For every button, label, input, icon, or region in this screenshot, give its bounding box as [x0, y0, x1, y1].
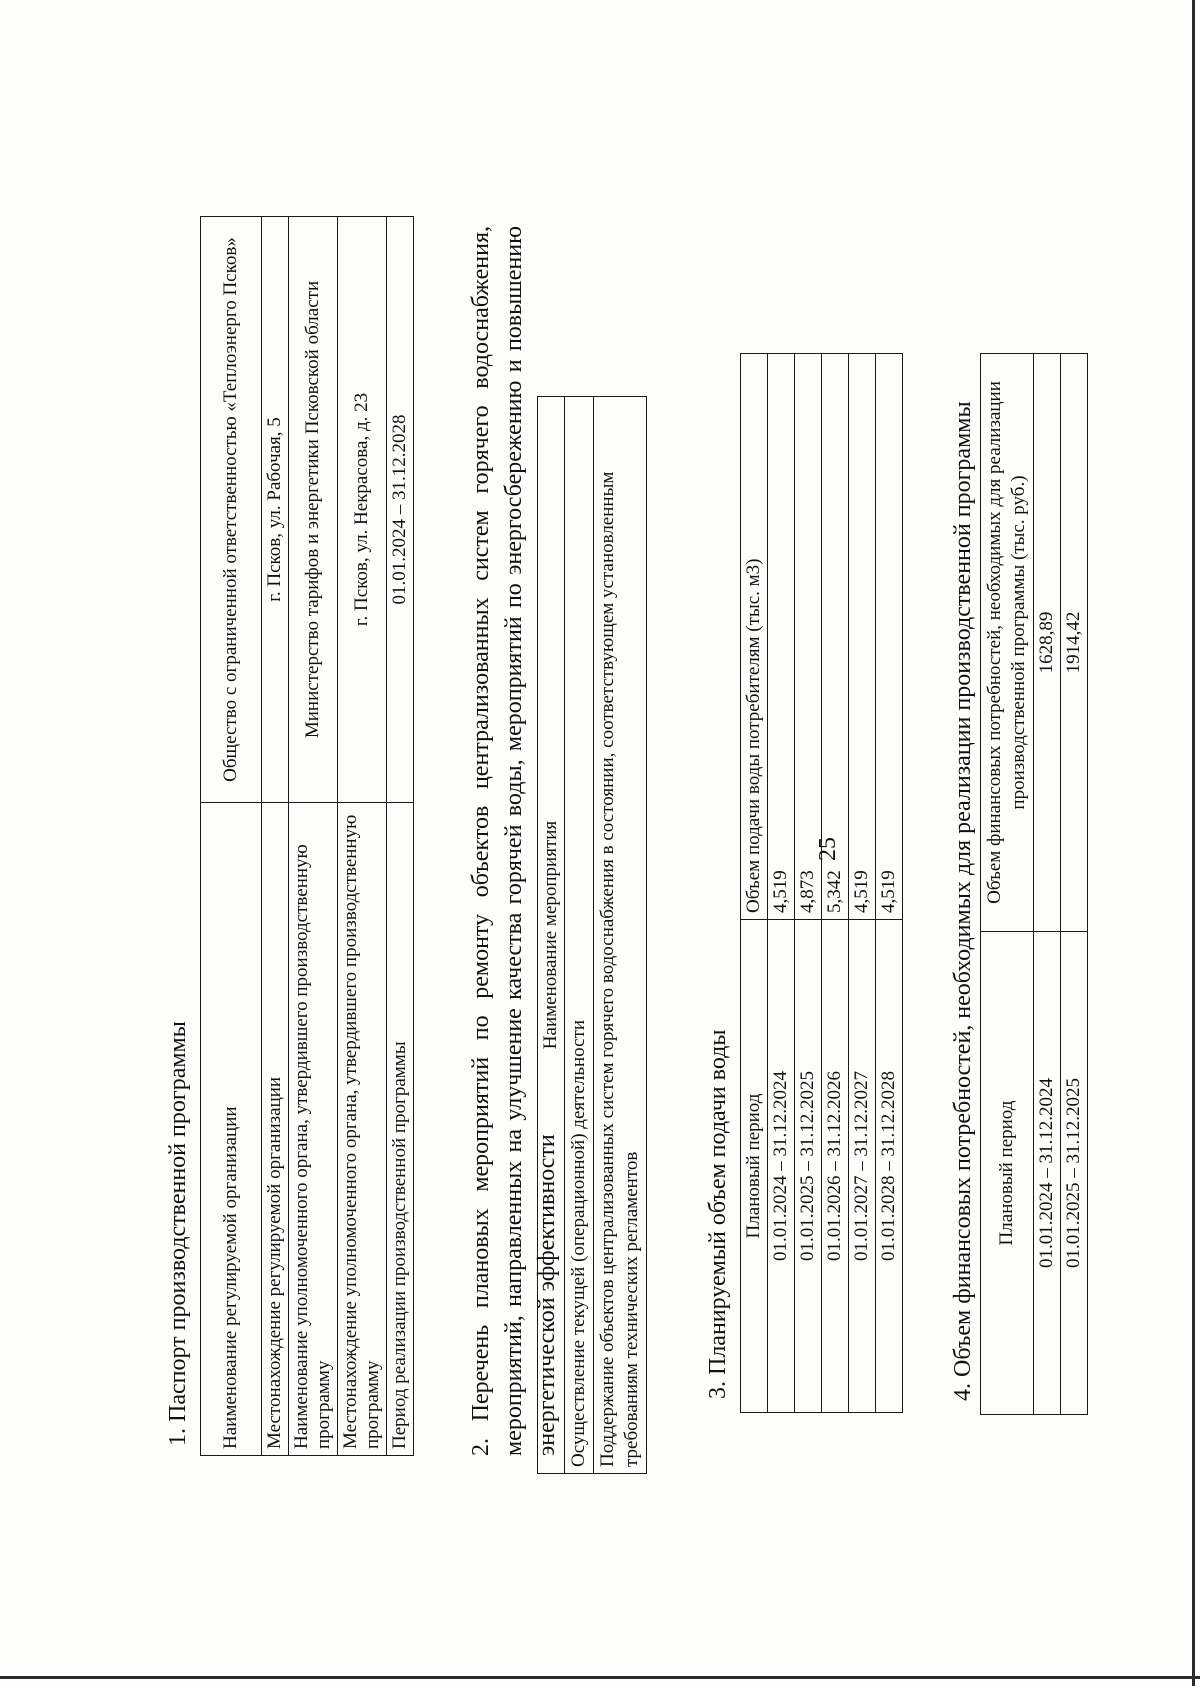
- passport-value: Общество с ограниченной ответственностью «Теплоэнерго Псков»: [201, 217, 262, 803]
- table-row: [822, 354, 849, 1413]
- table-row: [876, 354, 903, 1413]
- table-row: [1034, 354, 1061, 1415]
- volume-cell: 4,519: [876, 354, 903, 920]
- period-cell: 01.01.2024 – 31.12.2024: [1034, 932, 1061, 1415]
- volume-cell: 4,519: [768, 354, 795, 920]
- passport-value: 01.01.2024 – 31.12.2028: [387, 217, 414, 803]
- column-header-period: Плановый период: [981, 932, 1034, 1415]
- section2-heading: 2. Перечень плановых мероприятий по ремонту объектов централизованных систем горячего водоснабжения, мероприятий, направленных на улучшение качества горячей воды, мероприятий по энергосбережению и повышению энергетической эффективности: [468, 226, 560, 1456]
- section4-heading: 4. Объем финансовых потребностей, необходимых для реализации производственной программы: [950, 401, 976, 1401]
- measures-column-header: Наименование мероприятия: [538, 397, 565, 1474]
- passport-label: Период реализации производственной программы: [387, 803, 414, 1456]
- passport-label: Наименование уполномоченного органа, утвердившего производственную программу: [289, 803, 338, 1456]
- period-cell: 01.01.2025 – 31.12.2025: [795, 920, 822, 1413]
- table-row: [1061, 354, 1088, 1415]
- volume-cell: 4,519: [849, 354, 876, 920]
- water-volume-table: [740, 353, 903, 1413]
- passport-label: Наименование регулируемой организации: [201, 803, 262, 1456]
- column-header-amount: Объем финансовых потребностей, необходимых для реализации производственной программы (тыс. руб.): [981, 354, 1034, 932]
- page-number: 25: [815, 837, 841, 861]
- passport-table: [200, 216, 414, 1456]
- measure-item: Осуществление текущей (операционной) деятельности: [565, 397, 594, 1474]
- measure-item: Поддержание объектов централизованных систем горячего водоснабжения в состоянии, соответствующем установленным требованиям технических регламентов: [594, 397, 647, 1474]
- section3-heading: 3. Планируемый объем подачи воды: [705, 1029, 731, 1399]
- column-header-period: Плановый период: [741, 920, 768, 1413]
- period-cell: 01.01.2024 – 31.12.2024: [768, 920, 795, 1413]
- passport-label: Местонахождение регулируемой организации: [262, 803, 289, 1456]
- volume-cell: 5,342: [822, 354, 849, 920]
- passport-value: Министерство тарифов и энергетики Псковской области: [289, 217, 338, 803]
- table-row: [768, 354, 795, 1413]
- table-row: [338, 217, 387, 1456]
- period-cell: 01.01.2026 – 31.12.2026: [822, 920, 849, 1413]
- section1-heading: 1. Паспорт производственной программы: [165, 1021, 191, 1446]
- volume-cell: 4,873: [795, 354, 822, 920]
- table-row: [538, 397, 565, 1474]
- measures-table: [537, 396, 647, 1474]
- table-row: [565, 397, 594, 1474]
- table-row: [201, 217, 262, 1456]
- table-row: [981, 354, 1034, 1415]
- table-row: [795, 354, 822, 1413]
- table-row: [741, 354, 768, 1413]
- passport-value: г. Псков, ул. Рабочая, 5: [262, 217, 289, 803]
- table-row: [387, 217, 414, 1456]
- passport-label: Местонахождение уполномоченного органа, утвердившего производственную программу: [338, 803, 387, 1456]
- table-row: [289, 217, 338, 1456]
- amount-cell: 1914,42: [1061, 354, 1088, 932]
- table-row: [262, 217, 289, 1456]
- passport-value: г. Псков, ул. Некрасова, д. 23: [338, 217, 387, 803]
- period-cell: 01.01.2027 – 31.12.2027: [849, 920, 876, 1413]
- finance-table: [980, 353, 1088, 1415]
- table-row: [594, 397, 647, 1474]
- column-header-volume: Объем подачи воды потребителям (тыс. м3): [741, 354, 768, 920]
- period-cell: 01.01.2025 – 31.12.2025: [1061, 932, 1088, 1415]
- amount-cell: 1628,89: [1034, 354, 1061, 932]
- period-cell: 01.01.2028 – 31.12.2028: [876, 920, 903, 1413]
- table-row: [849, 354, 876, 1413]
